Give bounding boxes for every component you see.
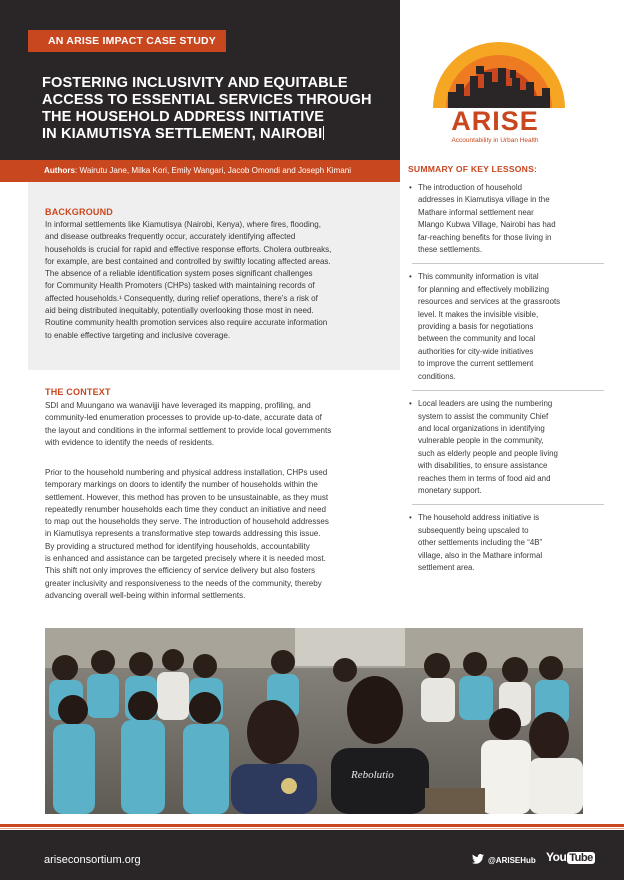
- text-line: repeatedly renumber households each time they conduct an initiative and need: [45, 504, 326, 514]
- title-banner: [0, 0, 400, 160]
- bullet-icon: •: [409, 513, 412, 523]
- text-line: By providing a structured method for identifying households, accountability: [45, 541, 310, 551]
- text-line: for Community Health Promoters (CHPs) tasked with maintaining records of: [45, 281, 315, 291]
- title-line: IN KIAMUTISYA SETTLEMENT, NAIROBI: [42, 126, 323, 142]
- tshirt-print: Rebolutio: [351, 769, 394, 781]
- text-line: with evidence to identify the needs of residents.: [45, 437, 215, 447]
- context-paragraph-1: [45, 400, 331, 449]
- summary-heading: SUMMARY OF KEY LESSONS:: [408, 164, 538, 174]
- text-line: for example, are best contained and controlled by swiftly locating affected areas.: [45, 256, 331, 266]
- lesson-item: • This community information is vital for planning and effectively mobilizing resources and services at the grassroots level. It makes the invisible visible, providing a basis for negotiations between the community and local authorities for city-wide initiatives to improve the current settlement conditions.: [409, 272, 561, 381]
- background-text: [45, 219, 331, 342]
- footer-accent-line: [0, 828, 624, 829]
- text-line: advancing overall well-being within informal settlements.: [45, 590, 246, 600]
- title-line: ACCESS TO ESSENTIAL SERVICES THROUGH: [42, 92, 372, 108]
- authors-names: : Wairutu Jane, Milka Kori, Emily Wangari, Jacob Omondi and Joseph Kimani: [75, 166, 352, 175]
- text-line: SDI and Muungano wa wanavijji have leveraged its mapping, profiling, and: [45, 401, 311, 410]
- lesson-item: • The introduction of household addresses in Kiamutisya village in the Mathare informal settlement near Mlango Kubwa Village, Nairobi has had far-reaching benefits for those living in these settlements.: [409, 183, 556, 255]
- case-study-tag: AN ARISE IMPACT CASE STUDY: [28, 30, 226, 52]
- authors-label: Authors: [44, 166, 76, 175]
- logo-tagline: Accountability in Urban Health: [451, 137, 539, 144]
- context-heading: THE CONTEXT: [45, 387, 111, 397]
- footer-accent-line: [0, 824, 624, 827]
- text-line: to map out the households they serve. The introduction of household addresses: [45, 517, 329, 527]
- context-paragraph-2: [45, 467, 329, 602]
- text-line: and disease outbreaks frequently occur, accurately identifying affected: [45, 232, 296, 242]
- text-line: The absence of a reliable identification system poses significant challenges: [45, 269, 313, 279]
- text-line: settlement. However, this method has proven to be unsustainable, as they must: [45, 492, 329, 502]
- divider: [412, 263, 604, 264]
- text-line: affected households.¹ Consequently, during relief operations, there’s a risk of: [45, 293, 318, 303]
- text-line: This shift not only improves the efficiency of service delivery but also fosters: [45, 566, 315, 576]
- text-line: greater inclusivity and responsiveness to the needs of the community, thereby: [45, 578, 322, 588]
- key-lessons-summary: [408, 164, 608, 574]
- text-line: households is crucial for rapid and effective response efforts. Cholera outbreaks,: [45, 244, 332, 254]
- youtube-badge: Tube: [569, 852, 593, 864]
- text-line: community-led enumeration processes to provide up-to-date, accurate data of: [45, 413, 322, 423]
- twitter-icon[interactable]: [472, 854, 484, 864]
- website-link[interactable]: ariseconsortium.org: [44, 854, 141, 866]
- lesson-item: • Local leaders are using the numbering system to assist the community Chief and local organizations in identifying vulnerable people in the community, such as elderly people and people living with disabilities, to ensure assistance reaches them in terms of food aid and monetary support.: [409, 399, 558, 495]
- photo-illustration: [45, 628, 583, 814]
- twitter-handle[interactable]: @ARISEHub: [488, 856, 536, 865]
- text-line: In informal settlements like Kiamutisya (Nairobi, Kenya), where fires, flooding,: [45, 220, 321, 229]
- text-cursor: [323, 126, 324, 140]
- community-meeting-photo: [45, 628, 583, 814]
- text-line: temporary markings on doors to identify the number of households within the: [45, 480, 318, 490]
- title-line: THE HOUSEHOLD ADDRESS INITIATIVE: [42, 109, 325, 125]
- lesson-item: • The household address initiative is subsequently being upscaled to other settlements including the “4B” village, also in the Mathare informal settlement area.: [409, 513, 543, 572]
- bullet-icon: •: [409, 183, 412, 192]
- logo-wordmark: ARISE: [451, 106, 539, 136]
- text-line: to enable effective targeting and inclusive coverage.: [45, 330, 231, 340]
- text-line: Routine community health promotion services also require accurate information: [45, 318, 328, 328]
- title-line: FOSTERING INCLUSIVITY AND EQUITABLE: [42, 75, 348, 91]
- bullet-icon: •: [409, 272, 412, 282]
- authors-bar: [0, 160, 400, 182]
- text-line: the layout and conditions in the informal settlement to provide local governments: [45, 425, 332, 435]
- footer: [0, 830, 624, 880]
- text-line: aid being distributed inequitably, potentially overlooking those most in need.: [45, 306, 314, 316]
- text-line: in Kiamutisya represents a transformative step towards addressing this issue.: [45, 529, 321, 539]
- youtube-text: You: [546, 850, 567, 864]
- divider: [412, 390, 604, 391]
- text-line: is enhanced and assistance can be targeted precisely where it is needed most.: [45, 554, 326, 564]
- bullet-icon: •: [409, 399, 412, 409]
- divider: [412, 504, 604, 505]
- text-line: Prior to the household numbering and physical address installation, CHPs used: [45, 468, 328, 477]
- document-title: [42, 75, 392, 143]
- background-heading: BACKGROUND: [45, 207, 113, 217]
- youtube-icon[interactable]: [546, 850, 595, 864]
